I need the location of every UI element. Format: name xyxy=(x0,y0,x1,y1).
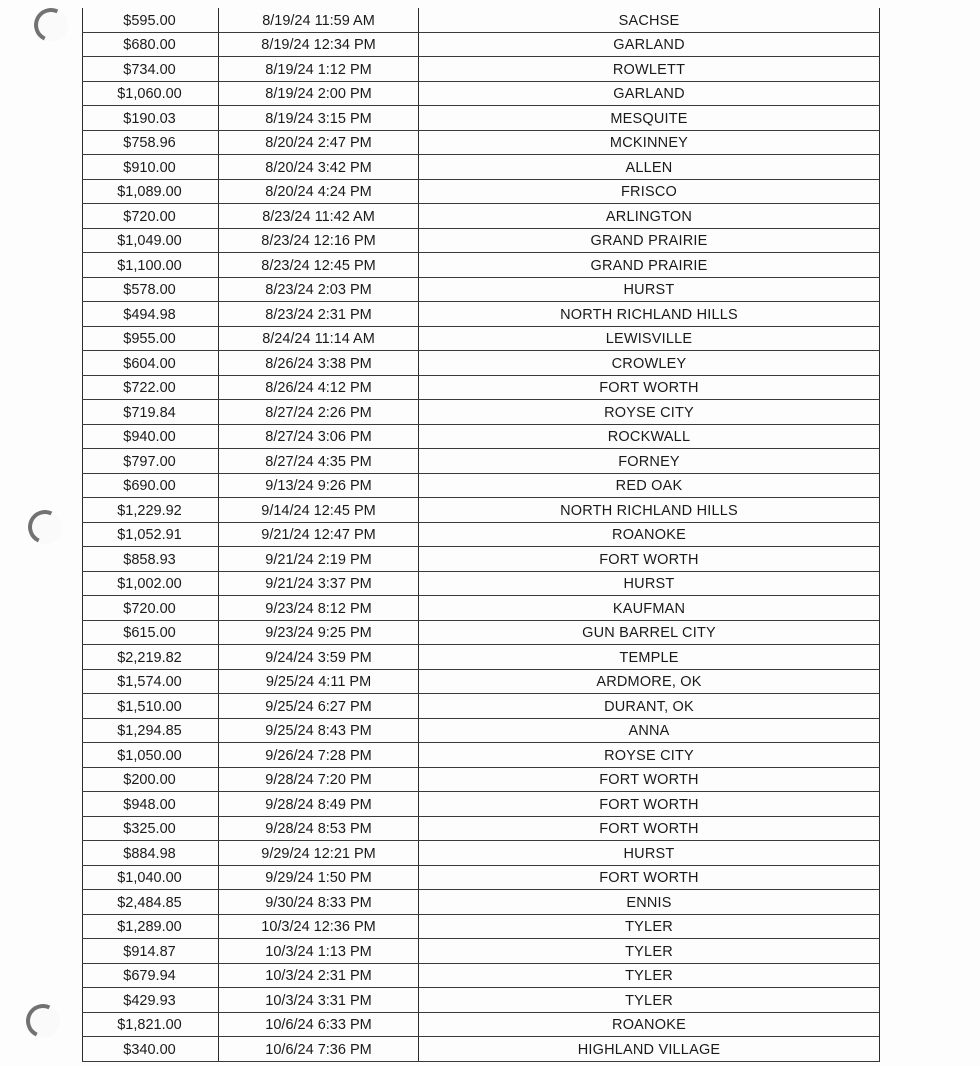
amount-cell: $200.00 xyxy=(83,767,219,792)
amount-cell: $1,100.00 xyxy=(83,253,219,278)
datetime-cell: 8/20/24 3:42 PM xyxy=(219,155,419,180)
amount-cell: $722.00 xyxy=(83,375,219,400)
table-row xyxy=(83,865,880,890)
table-row xyxy=(83,32,880,57)
city-cell: ALLEN xyxy=(419,155,880,180)
table-row xyxy=(83,228,880,253)
amount-cell: $1,821.00 xyxy=(83,1012,219,1037)
datetime-cell: 9/25/24 4:11 PM xyxy=(219,669,419,694)
table-row xyxy=(83,473,880,498)
table-row xyxy=(83,179,880,204)
table-row xyxy=(83,792,880,817)
table-row xyxy=(83,498,880,523)
amount-cell: $719.84 xyxy=(83,400,219,425)
table-row xyxy=(83,988,880,1013)
table-row xyxy=(83,302,880,327)
table-row xyxy=(83,743,880,768)
datetime-cell: 9/21/24 12:47 PM xyxy=(219,522,419,547)
table-row xyxy=(83,890,880,915)
city-cell: MESQUITE xyxy=(419,106,880,131)
city-cell: ROANOKE xyxy=(419,1012,880,1037)
table-row xyxy=(83,326,880,351)
city-cell: GARLAND xyxy=(419,81,880,106)
amount-cell: $720.00 xyxy=(83,204,219,229)
datetime-cell: 9/23/24 9:25 PM xyxy=(219,620,419,645)
city-cell: FORT WORTH xyxy=(419,865,880,890)
amount-cell: $1,060.00 xyxy=(83,81,219,106)
city-cell: ARDMORE, OK xyxy=(419,669,880,694)
amount-cell: $1,089.00 xyxy=(83,179,219,204)
datetime-cell: 10/6/24 7:36 PM xyxy=(219,1037,419,1062)
datetime-cell: 8/20/24 4:24 PM xyxy=(219,179,419,204)
transactions-table-body xyxy=(83,8,880,1061)
datetime-cell: 9/23/24 8:12 PM xyxy=(219,596,419,621)
city-cell: ROWLETT xyxy=(419,57,880,82)
table-row xyxy=(83,204,880,229)
amount-cell: $690.00 xyxy=(83,473,219,498)
table-row xyxy=(83,253,880,278)
datetime-cell: 9/25/24 8:43 PM xyxy=(219,718,419,743)
datetime-cell: 8/23/24 2:03 PM xyxy=(219,277,419,302)
city-cell: ENNIS xyxy=(419,890,880,915)
city-cell: GRAND PRAIRIE xyxy=(419,228,880,253)
datetime-cell: 9/21/24 2:19 PM xyxy=(219,547,419,572)
city-cell: ARLINGTON xyxy=(419,204,880,229)
datetime-cell: 8/27/24 2:26 PM xyxy=(219,400,419,425)
datetime-cell: 10/3/24 12:36 PM xyxy=(219,914,419,939)
city-cell: FORT WORTH xyxy=(419,792,880,817)
table-row xyxy=(83,1037,880,1062)
amount-cell: $325.00 xyxy=(83,816,219,841)
city-cell: ROYSE CITY xyxy=(419,743,880,768)
amount-cell: $494.98 xyxy=(83,302,219,327)
table-row xyxy=(83,718,880,743)
amount-cell: $1,049.00 xyxy=(83,228,219,253)
city-cell: GARLAND xyxy=(419,32,880,57)
datetime-cell: 8/19/24 3:15 PM xyxy=(219,106,419,131)
city-cell: TEMPLE xyxy=(419,645,880,670)
city-cell: SACHSE xyxy=(419,8,880,32)
punch-hole-icon xyxy=(29,3,73,47)
datetime-cell: 8/19/24 2:00 PM xyxy=(219,81,419,106)
table-row xyxy=(83,669,880,694)
table-row xyxy=(83,522,880,547)
datetime-cell: 8/23/24 11:42 AM xyxy=(219,204,419,229)
table-row xyxy=(83,351,880,376)
table-row xyxy=(83,620,880,645)
datetime-cell: 10/3/24 3:31 PM xyxy=(219,988,419,1013)
amount-cell: $758.96 xyxy=(83,130,219,155)
transactions-table-wrapper xyxy=(82,8,879,1062)
table-row xyxy=(83,596,880,621)
city-cell: FORNEY xyxy=(419,449,880,474)
city-cell: TYLER xyxy=(419,988,880,1013)
amount-cell: $604.00 xyxy=(83,351,219,376)
amount-cell: $955.00 xyxy=(83,326,219,351)
table-row xyxy=(83,571,880,596)
datetime-cell: 9/24/24 3:59 PM xyxy=(219,645,419,670)
table-row xyxy=(83,106,880,131)
amount-cell: $190.03 xyxy=(83,106,219,131)
datetime-cell: 10/6/24 6:33 PM xyxy=(219,1012,419,1037)
city-cell: ROCKWALL xyxy=(419,424,880,449)
table-row xyxy=(83,8,880,32)
datetime-cell: 9/21/24 3:37 PM xyxy=(219,571,419,596)
city-cell: FORT WORTH xyxy=(419,816,880,841)
table-row xyxy=(83,277,880,302)
amount-cell: $1,294.85 xyxy=(83,718,219,743)
city-cell: NORTH RICHLAND HILLS xyxy=(419,498,880,523)
amount-cell: $797.00 xyxy=(83,449,219,474)
city-cell: NORTH RICHLAND HILLS xyxy=(419,302,880,327)
city-cell: ROANOKE xyxy=(419,522,880,547)
table-row xyxy=(83,816,880,841)
table-row xyxy=(83,400,880,425)
table-row xyxy=(83,547,880,572)
table-row xyxy=(83,645,880,670)
city-cell: HURST xyxy=(419,571,880,596)
amount-cell: $2,484.85 xyxy=(83,890,219,915)
city-cell: GUN BARREL CITY xyxy=(419,620,880,645)
amount-cell: $720.00 xyxy=(83,596,219,621)
amount-cell: $615.00 xyxy=(83,620,219,645)
datetime-cell: 9/30/24 8:33 PM xyxy=(219,890,419,915)
table-row xyxy=(83,57,880,82)
amount-cell: $578.00 xyxy=(83,277,219,302)
city-cell: KAUFMAN xyxy=(419,596,880,621)
amount-cell: $340.00 xyxy=(83,1037,219,1062)
table-row xyxy=(83,841,880,866)
city-cell: HIGHLAND VILLAGE xyxy=(419,1037,880,1062)
city-cell: HURST xyxy=(419,841,880,866)
datetime-cell: 8/23/24 2:31 PM xyxy=(219,302,419,327)
city-cell: TYLER xyxy=(419,914,880,939)
amount-cell: $679.94 xyxy=(83,963,219,988)
datetime-cell: 8/26/24 4:12 PM xyxy=(219,375,419,400)
datetime-cell: 8/26/24 3:38 PM xyxy=(219,351,419,376)
transactions-table xyxy=(82,8,880,1062)
amount-cell: $595.00 xyxy=(83,8,219,32)
datetime-cell: 9/29/24 1:50 PM xyxy=(219,865,419,890)
datetime-cell: 9/28/24 7:20 PM xyxy=(219,767,419,792)
amount-cell: $1,229.92 xyxy=(83,498,219,523)
amount-cell: $1,510.00 xyxy=(83,694,219,719)
city-cell: FRISCO xyxy=(419,179,880,204)
amount-cell: $1,052.91 xyxy=(83,522,219,547)
datetime-cell: 8/23/24 12:16 PM xyxy=(219,228,419,253)
table-row xyxy=(83,914,880,939)
amount-cell: $910.00 xyxy=(83,155,219,180)
datetime-cell: 8/19/24 11:59 AM xyxy=(219,8,419,32)
datetime-cell: 9/29/24 12:21 PM xyxy=(219,841,419,866)
city-cell: GRAND PRAIRIE xyxy=(419,253,880,278)
amount-cell: $858.93 xyxy=(83,547,219,572)
datetime-cell: 8/27/24 4:35 PM xyxy=(219,449,419,474)
datetime-cell: 8/23/24 12:45 PM xyxy=(219,253,419,278)
amount-cell: $940.00 xyxy=(83,424,219,449)
datetime-cell: 9/28/24 8:53 PM xyxy=(219,816,419,841)
city-cell: DURANT, OK xyxy=(419,694,880,719)
city-cell: ANNA xyxy=(419,718,880,743)
city-cell: FORT WORTH xyxy=(419,375,880,400)
amount-cell: $1,002.00 xyxy=(83,571,219,596)
datetime-cell: 10/3/24 1:13 PM xyxy=(219,939,419,964)
datetime-cell: 8/20/24 2:47 PM xyxy=(219,130,419,155)
amount-cell: $884.98 xyxy=(83,841,219,866)
amount-cell: $429.93 xyxy=(83,988,219,1013)
table-row xyxy=(83,449,880,474)
table-row xyxy=(83,939,880,964)
city-cell: RED OAK xyxy=(419,473,880,498)
city-cell: CROWLEY xyxy=(419,351,880,376)
city-cell: TYLER xyxy=(419,939,880,964)
datetime-cell: 8/24/24 11:14 AM xyxy=(219,326,419,351)
table-row xyxy=(83,694,880,719)
city-cell: FORT WORTH xyxy=(419,767,880,792)
amount-cell: $680.00 xyxy=(83,32,219,57)
amount-cell: $1,040.00 xyxy=(83,865,219,890)
city-cell: ROYSE CITY xyxy=(419,400,880,425)
city-cell: MCKINNEY xyxy=(419,130,880,155)
city-cell: TYLER xyxy=(419,963,880,988)
datetime-cell: 9/26/24 7:28 PM xyxy=(219,743,419,768)
punch-hole-icon xyxy=(21,999,65,1043)
amount-cell: $1,289.00 xyxy=(83,914,219,939)
city-cell: HURST xyxy=(419,277,880,302)
datetime-cell: 8/19/24 1:12 PM xyxy=(219,57,419,82)
datetime-cell: 10/3/24 2:31 PM xyxy=(219,963,419,988)
datetime-cell: 8/19/24 12:34 PM xyxy=(219,32,419,57)
table-row xyxy=(83,375,880,400)
amount-cell: $734.00 xyxy=(83,57,219,82)
datetime-cell: 9/13/24 9:26 PM xyxy=(219,473,419,498)
table-row xyxy=(83,767,880,792)
datetime-cell: 9/28/24 8:49 PM xyxy=(219,792,419,817)
city-cell: LEWISVILLE xyxy=(419,326,880,351)
amount-cell: $2,219.82 xyxy=(83,645,219,670)
table-row xyxy=(83,155,880,180)
table-row xyxy=(83,81,880,106)
city-cell: FORT WORTH xyxy=(419,547,880,572)
table-row xyxy=(83,963,880,988)
amount-cell: $1,574.00 xyxy=(83,669,219,694)
table-row xyxy=(83,1012,880,1037)
table-row xyxy=(83,424,880,449)
amount-cell: $914.87 xyxy=(83,939,219,964)
datetime-cell: 9/14/24 12:45 PM xyxy=(219,498,419,523)
punch-hole-icon xyxy=(23,505,67,549)
datetime-cell: 9/25/24 6:27 PM xyxy=(219,694,419,719)
table-row xyxy=(83,130,880,155)
amount-cell: $1,050.00 xyxy=(83,743,219,768)
datetime-cell: 8/27/24 3:06 PM xyxy=(219,424,419,449)
amount-cell: $948.00 xyxy=(83,792,219,817)
